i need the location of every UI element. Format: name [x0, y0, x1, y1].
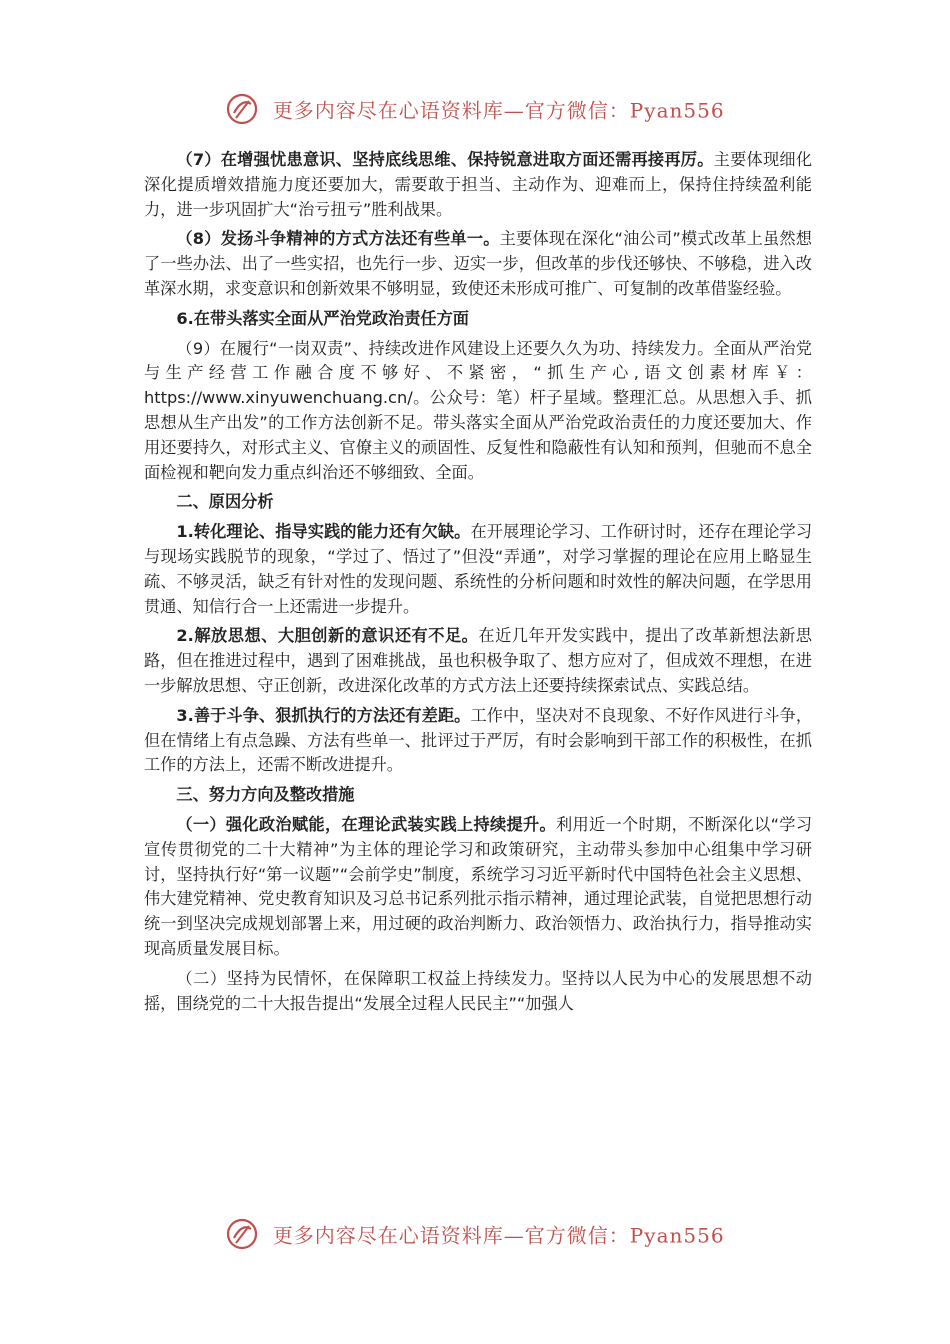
- paragraph-heading: （7）在增强忧患意识、坚持底线思维、保持锐意进取方面还需再接再厉。: [176, 150, 714, 169]
- brand-logo-icon: [225, 92, 259, 126]
- measure-1: [144, 813, 812, 962]
- paragraph-heading: 二、原因分析: [176, 492, 274, 512]
- paragraph-8: [144, 227, 812, 301]
- footer-watermark-text: 更多内容尽在心语资料库—官方微信：Pyan556: [272, 1223, 725, 1248]
- paragraph-heading: 2.解放思想、大胆创新的意识还有不足。: [176, 626, 479, 646]
- header-watermark: [0, 92, 950, 126]
- section-heading-6: [144, 307, 812, 332]
- paragraph-text: （9）在履行“一岗双责”、持续改进作风建设上还要久久为功、持续发力。全面从严治党与生产经营工作融合度不够好、不紧密，“抓生产心,语文创素材库￥：https://www.xinyuwenchuang.cn/。公众号：笔）杆子星域。整理汇总。从思想入手、抓思想从生产出发”的工作方法创新不足。带头落实全面从严治党政治责任的力度还要加大、作用还要持久，对形式主义、官僚主义的顽固性、反复性和隐蔽性有认知和预判，但驰而不息全面检视和靶向发力重点纠治还不够细致、全面。: [144, 338, 812, 482]
- paragraph-heading: （一）强化政治赋能，在理论武装实践上持续提升。: [176, 814, 557, 834]
- footer-watermark: [0, 1217, 950, 1251]
- paragraph-7: [144, 148, 812, 222]
- cause-2: [144, 624, 812, 698]
- paragraph-heading: 6.在带头落实全面从严治党政治责任方面: [176, 308, 469, 328]
- paragraph-text: （二）坚持为民情怀，在保障职工权益上持续发力。坚持以人民为中心的发展思想不动摇，围绕党的二十大报告提出“发展全过程人民民主”“加强人: [144, 968, 812, 1013]
- document-body: [144, 148, 812, 1021]
- paragraph-text: 在近几年开发实践中，提出了改革新想法新思路，但在推进过程中，遇到了困难挑战，虽也积极争取了、想方应对了，但成效不理想，在进一步解放思想、守正创新，改进深化改革的方式方法上还要持续探索试点、实践总结。: [144, 626, 812, 695]
- paragraph-text: 主要体现细化深化提质增效措施力度还要加大，需要敢于担当、主动作为、迎难而上，保持住持续盈利能力，进一步巩固扩大“治亏扭亏”胜利战果。: [144, 150, 813, 219]
- paragraph-text: 工作中，坚决对不良现象、不好作风进行斗争，但在情绪上有点急躁、方法有些单一、批评过于严厉，有时会影响到干部工作的积极性，在抓工作的方法上，还需不断改进提升。: [144, 705, 813, 775]
- paragraph-heading: 3.善于斗争、狠抓执行的方法还有差距。: [176, 705, 471, 725]
- cause-3: [144, 704, 812, 778]
- paragraph-heading: 三、努力方向及整改措施: [176, 785, 355, 805]
- section-heading-measures: [144, 783, 812, 808]
- cause-1: [144, 520, 812, 619]
- paragraph-heading: （8）发扬斗争精神的方式方法还有些单一。: [176, 229, 500, 249]
- measure-2: [144, 967, 812, 1017]
- brand-logo-icon: [225, 1217, 259, 1251]
- paragraph-9: [144, 337, 812, 486]
- paragraph-text: 利用近一个时期，不断深化以“学习宣传贯彻党的二十大精神”为主体的理论学习和政策研究，主动带头参加中心组集中学习研讨，坚持执行好“第一议题”“会前学史”制度，系统学习习近平新时代中国特色社会主义思想、伟大建党精神、党史教育知识及习总书记系列批示指示精神，通过理论武装，自觉把思想行动统一到坚决完成规划部署上来，用过硬的政治判断力、政治领悟力、政治执行力，指导推动实现高质量发展目标。: [144, 814, 813, 958]
- paragraph-text: 在开展理论学习、工作研讨时，还存在理论学习与现场实践脱节的现象，“学过了、悟过了”但没“弄通”，对学习掌握的理论在应用上略显生疏、不够灵活，缺乏有针对性的发现问题、系统性的分析问题和时效性的解决问题，在学思用贯通、知信行合一上还需进一步提升。: [144, 522, 813, 616]
- paragraph-heading: 1.转化理论、指导实践的能力还有欠缺。: [176, 522, 471, 542]
- section-heading-cause-analysis: [144, 490, 812, 515]
- paragraph-text: 主要体现在深化“油公司”模式改革上虽然想了一些办法、出了一些实招，也先行一步、迈实一步，但改革的步伐还够快、不够稳，进入改革深水期，求变意识和创新效果不够明显，致使还未形成可推广、可复制的改革借鉴经验。: [144, 229, 812, 298]
- header-watermark-text: 更多内容尽在心语资料库—官方微信：Pyan556: [272, 98, 725, 123]
